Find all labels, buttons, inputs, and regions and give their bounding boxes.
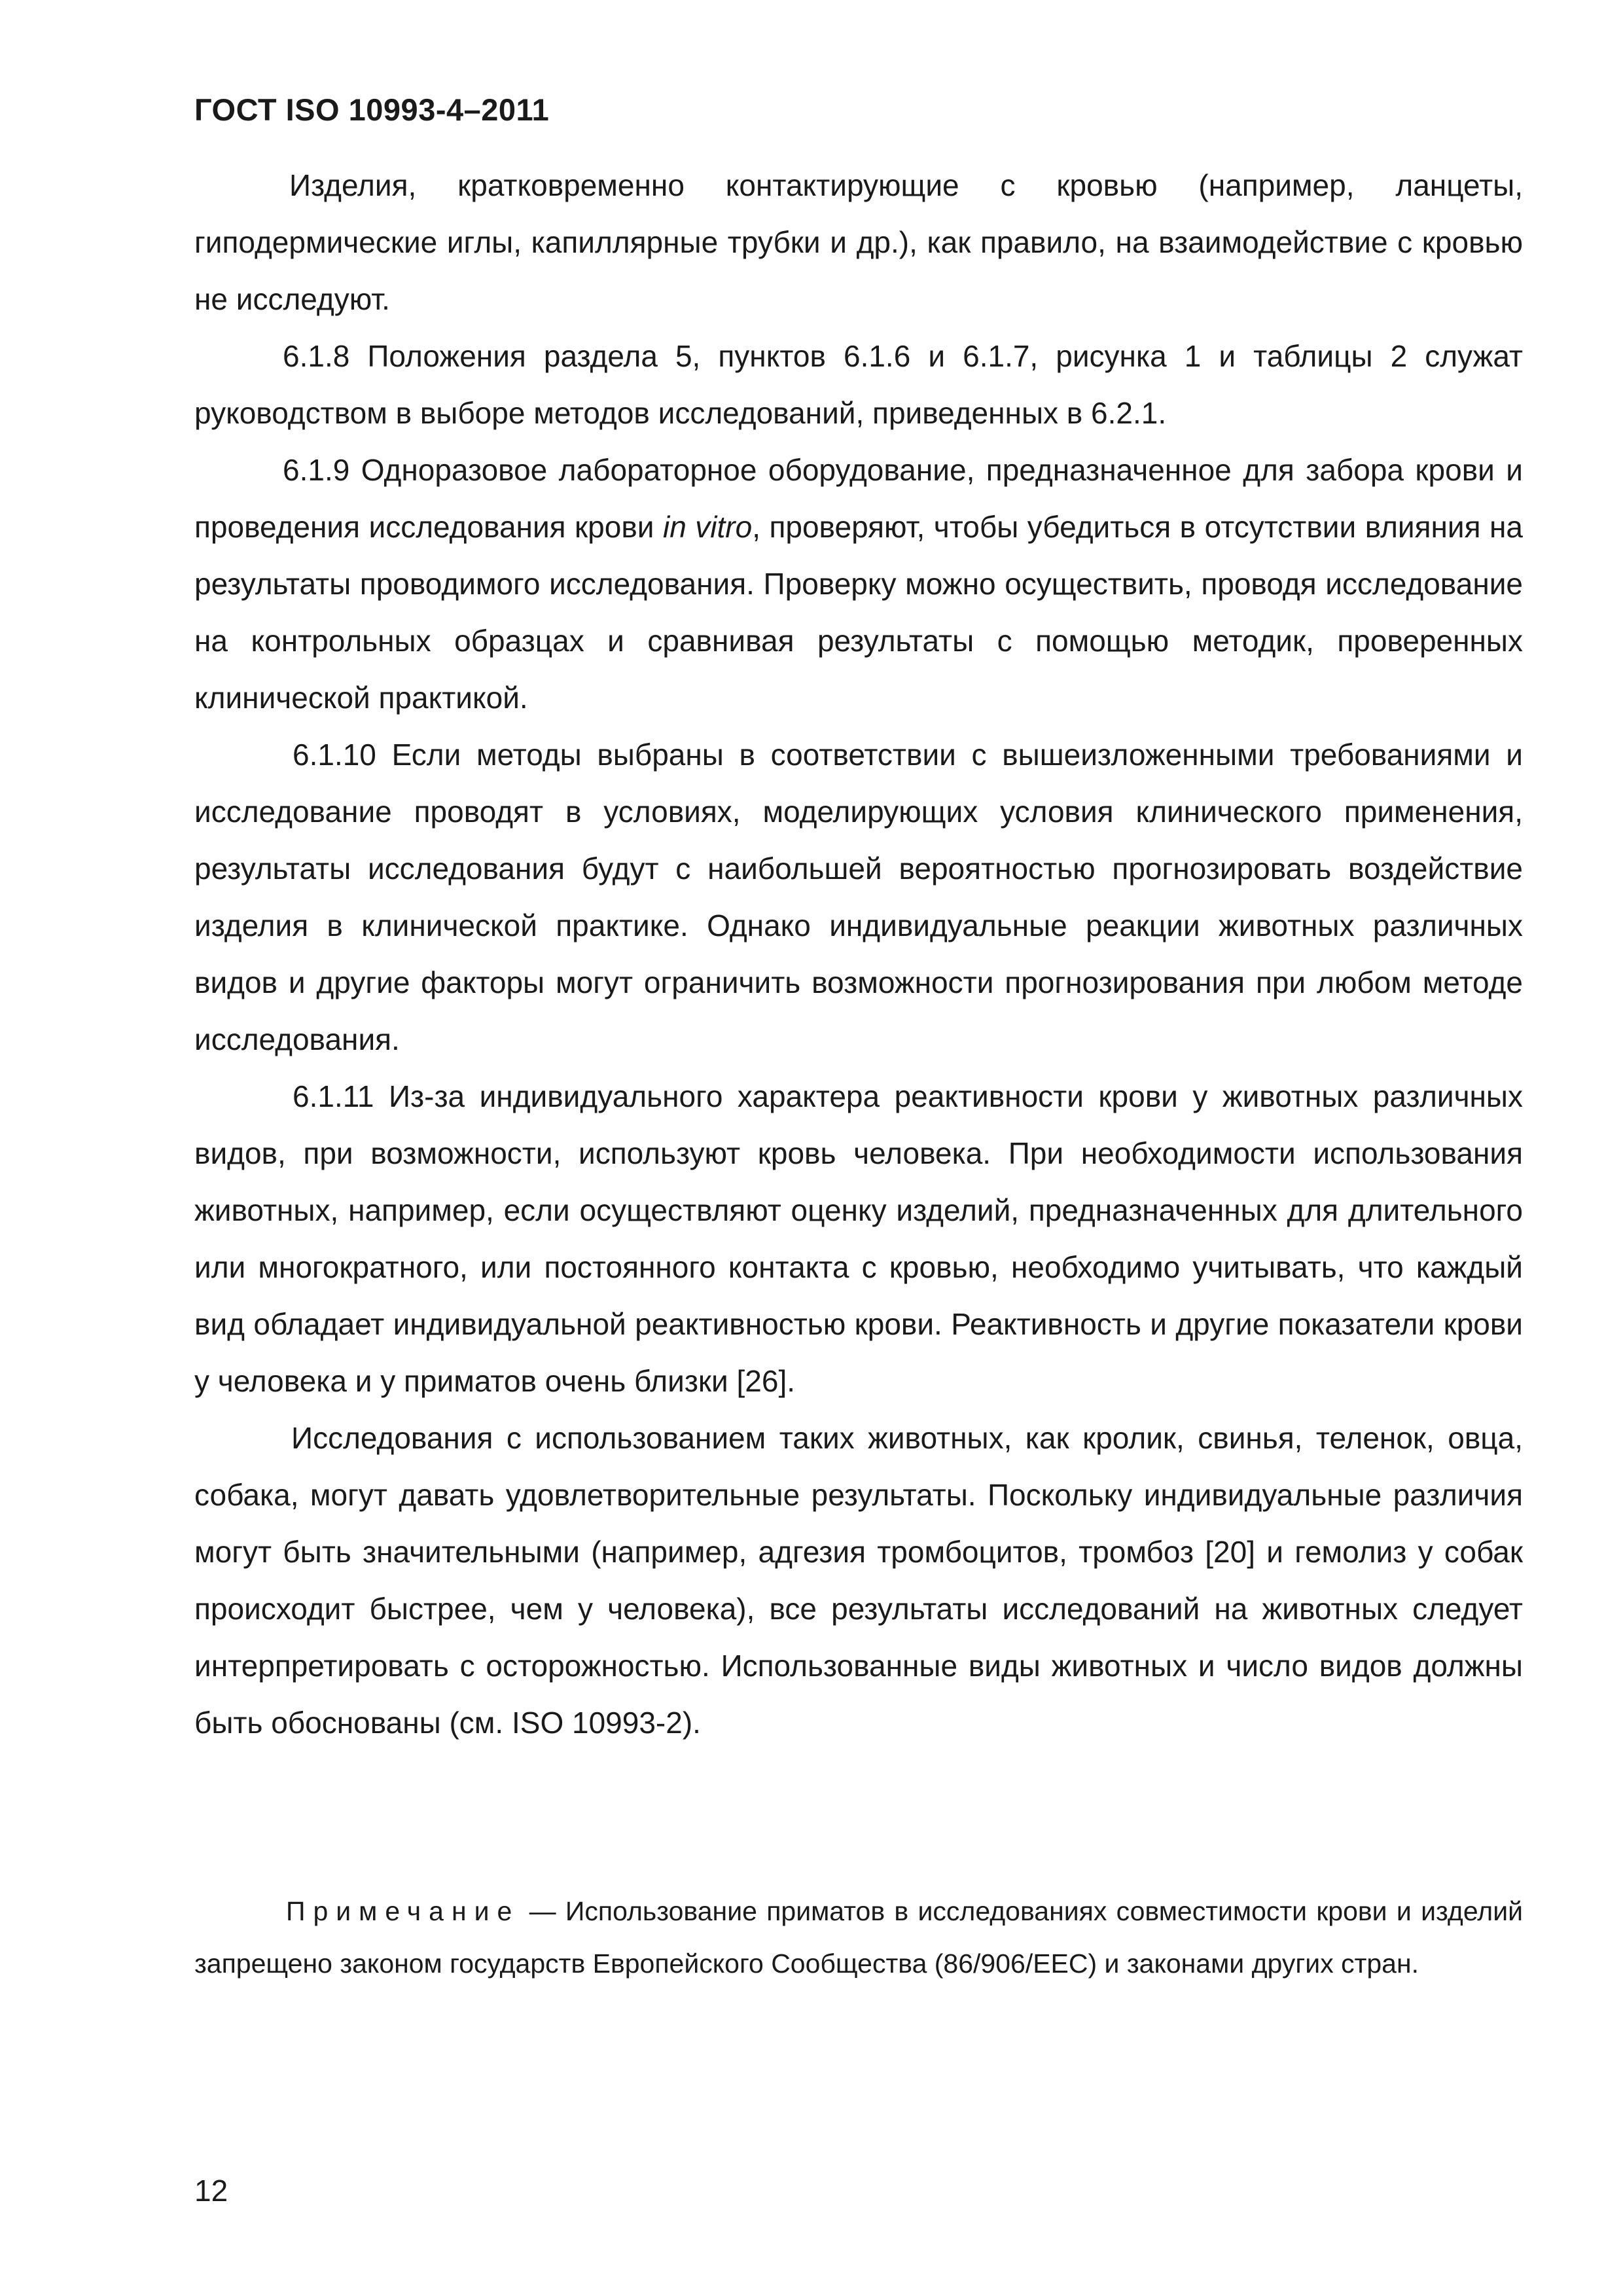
page-number: 12 [194,2174,228,2208]
paragraph-6-1-8: 6.1.8 Положения раздела 5, пунктов 6.1.6 и 6.1.7, рисунка 1 и таблицы 2 служат руководством в выборе методов исследований, приведенных в 6.2.1. [194,339,1523,430]
in-vitro-italic: in vitro [662,510,753,544]
paragraph-6-1-9-text-end: , проверяют, чтобы убедиться в отсутствии влияния на результаты проводимого исследования. Проверку можно осуществить, проводя исследование на контрольных образцах и сравнивая результаты с помощью методик, проверенных клинической практикой. [194,510,1524,715]
paragraph-6-1-10: 6.1.10 Если методы выбраны в соответствии с вышеизложенными требованиями и исследование проводят в условиях, моделирующих условия клинического применения, результаты исследования будут с наибольшей вероятностью прогнозировать воздействие изделия в клинической практике. Однако индивидуальные реакции животных различных видов и другие факторы могут ограничить возможности прогнозирования при любом методе исследования. [194,738,1523,1056]
document-code-header: ГОСТ ISO 10993-4–2011 [194,92,550,127]
note-text: — Использование приматов в исследованиях совместимости крови и изделий запрещено законом государств Европейского Сообщества (86/906/ЕЕС) и законами других стран. [194,1896,1523,1979]
document-body [194,157,1523,1751]
note-block [194,1885,1523,1990]
paragraph-animal-studies: Исследования с использованием таких животных, как кролик, свинья, теленок, овца, собака, могут давать удовлетворительные результаты. Поскольку индивидуальные различия могут быть значительными (например, адгезия тромбоцитов, тромбоз [20] и гемолиз у собак происходит быстрее, чем у человека), все результаты исследований на животных следует интерпретировать с осторожностью. Использованные виды животных и число видов должны быть обоснованы (см. ISO 10993-2). [194,1421,1523,1740]
paragraph-short-contact-devices: Изделия, кратковременно контактирующие с кровью (например, ланцеты, гиподермические иглы, капиллярные трубки и др.), как правило, на взаимодействие с кровью не исследуют. [194,168,1523,316]
paragraph-6-1-11: 6.1.11 Из-за индивидуального характера реактивности крови у животных различных видов, при возможности, используют кровь человека. При необходимости использования животных, например, если осуществляют оценку изделий, предназначенных для длительного или многократного, или постоянного контакта с кровью, необходимо учитывать, что каждый вид обладает индивидуальной реактивностью крови. Реактивность и другие показатели крови у человека и у приматов очень близки [26]. [194,1079,1523,1398]
note-label: Примечание [286,1896,520,1926]
paragraph-6-1-9 [194,442,1523,726]
paragraph-6-1-9-text-start: 6.1.9 Одноразовое лабораторное оборудование, предназначенное для забора крови и проведения исследования крови [194,453,1523,544]
